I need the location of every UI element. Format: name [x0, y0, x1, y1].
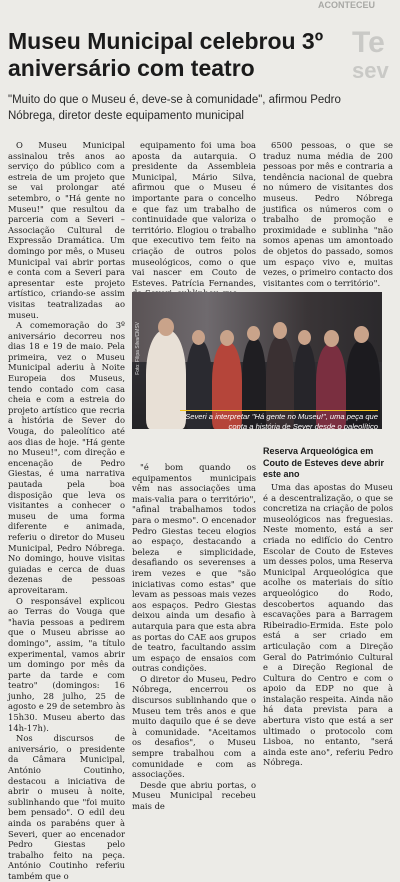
photo-caption: Severi a interpretar "Há gente no Museu!", uma peça que conta a história de Sever desde o paleolítico: [180, 410, 378, 432]
paragraph: 6500 pessoas, o que se traduz numa média de 200 pessoas por mês e contraria a tendência nacional de quebra no número de visitantes dos museus. Pedro Nóbrega justifica os números com o trabalho de promoção e proximidade e sublinha "não somos apenas um amontoado de objetos do passado, somos um espaço vivo e, muitas vezes, o primeiro contacto dos visitantes com o território".: [263, 140, 393, 288]
article-column-2-continued: [132, 462, 256, 812]
photo-credit: Foto: Filipa Silva/CMSV: [135, 322, 141, 375]
theatre-photo: [132, 292, 382, 429]
paragraph: Desde que abriu portas, o Museu Municipal recebeu mais de: [132, 779, 256, 811]
article-column-3-continued: [263, 482, 393, 768]
article-headline: Museu Municipal celebrou 3º aniversário com teatro: [8, 28, 324, 81]
paragraph: Uma das apostas do Museu é a descentralização, o que se concretiza na criação de polos museológicos nas freguesias. Neste momento, está a ser criada no edifício do Centro Escolar de Couto de Esteves um desses polos, uma Reserva Municipal Arqueológica que acolhe os materiais do sítio arqueológico do Rodo, descobertos aquando das escavações para a Barragem Ribeiradio-Ermida. Este polo está a ser criado em articulação com a Direção Geral do Património Cultural e a Direção Regional de Cultura do Centro e com o apoio da EDP no que à instalação respeita. Ainda não há data prevista para a abertura visto que está a ser ultimado o protocolo com Lisboa, no entanto, "será ainda este ano", referiu Pedro Nóbrega.: [263, 482, 393, 768]
paragraph: A comemoração do 3º aniversário decorreu nos dias 18 e 19 de maio. Pela primeira, vez o Museu Municipal aderiu à Noite Europeia dos Museus, tendo contado com casa cheia e com a estreia do projeto artístico que recria a história de Sever do Vouga, do paleolítico até aos dias de hoje. "Há gente no Museu!", com direção e encenação de Pedro Giestas, é uma narrativa pautada pela boa disposição que leva os visitantes a conhecer o museu de uma forma diferente e animada, referiu o diretor do Museu Municipal, Pedro Nóbrega. No domingo, houve visitas guiadas e cerca de duas dezenas de pessoas aproveitaram.: [8, 320, 125, 595]
article-column-1: [8, 140, 125, 882]
adjacent-page-bleed-text: sev: [352, 58, 389, 83]
article-column-3: [263, 140, 393, 288]
adjacent-page-bleed-text: Te: [352, 26, 385, 59]
paragraph: O diretor do Museu, Pedro Nóbrega, encerrou os discursos sublinhando que o Museu tem três anos e que muito daquilo que é se deve à comunidade. "Aceitamos os desafios", o Museu sempre trabalhou com a comunidade e com as associações.: [132, 673, 256, 780]
article-lead: "Muito do que o Museu é, deve-se à comunidade", afirmou Pedro Nóbrega, diretor deste equipamento municipal: [8, 94, 341, 122]
paragraph: O responsável explicou ao Terras do Vouga que "havia pessoas a pedirem que o Museu abrisse ao domingo", assim, "a título experimental, vamos abrir um domingo por mês da parte da tarde e com teatro" (domingos: 16 junho, 28 julho, 25 de agosto e 29 de setembro às 15h30. Museu aberto das 14h-17h).: [8, 595, 125, 733]
paragraph: O Museu Municipal assinalou três anos ao serviço do público com a estreia de um projeto que se vai prolongar até setembro, o "Há gente no Museu!" que resultou da parceria com a Severi – Associação Cultural de Expressão Dramática. Um domingo por mês, o Museu Municipal vai abrir portas e conta com a Severi para apresentar este projeto artístico, criando-se assim visitas teatralizadas ao museu.: [8, 140, 125, 320]
adjacent-page-header: ACONTECEU: [318, 0, 376, 10]
paragraph: equipamento foi uma boa aposta da autarquia. O presidente da Assembleia Municipal, Mário Silva, afirmou que o Museu é importante para o concelho e que faz um trabalho de continuidade que valoriza o território. Elogiou o trabalho que executivo tem feito na criação de outros polos museológicos, como o que vai nascer em Couto de Esteves. Patrícia Fernandes,: [132, 140, 256, 288]
section-subheading: Reserva Arqueológica em Couto de Esteves deve abrir este ano: [263, 446, 385, 479]
article-column-2: [132, 140, 256, 299]
paragraph: Nos discursos de aniversário, o presidente da Câmara Municipal, António Coutinho, destacou a iniciativa de abrir o museu à noite, sublinhando que "foi muito bem pensado". O edil deu ainda os parabéns quer à Severi, quer ao encenador Pedro Giestas pelo trabalho feito na peça. António Coutinho referiu também que o: [8, 733, 125, 881]
paragraph: "é bom quando os equipamentos municipais vêm nas associações uma mais-valia para o território", "afinal trabalhamos todos para o mesmo". O encenador Pedro Giestas teceu elogios ao espaço, destacando a beleza e simplicidade, desafiando os severenses a irem vezes e que "são iniciativas como estas" que levam as pessoas mais vezes aos espaços. Pedro Giestas deixou ainda um desafio à autarquia para que esta abra as portas do CAE aos grupos de teatro, facultando assim um espaço de ensaios com outras condições.: [132, 462, 256, 674]
